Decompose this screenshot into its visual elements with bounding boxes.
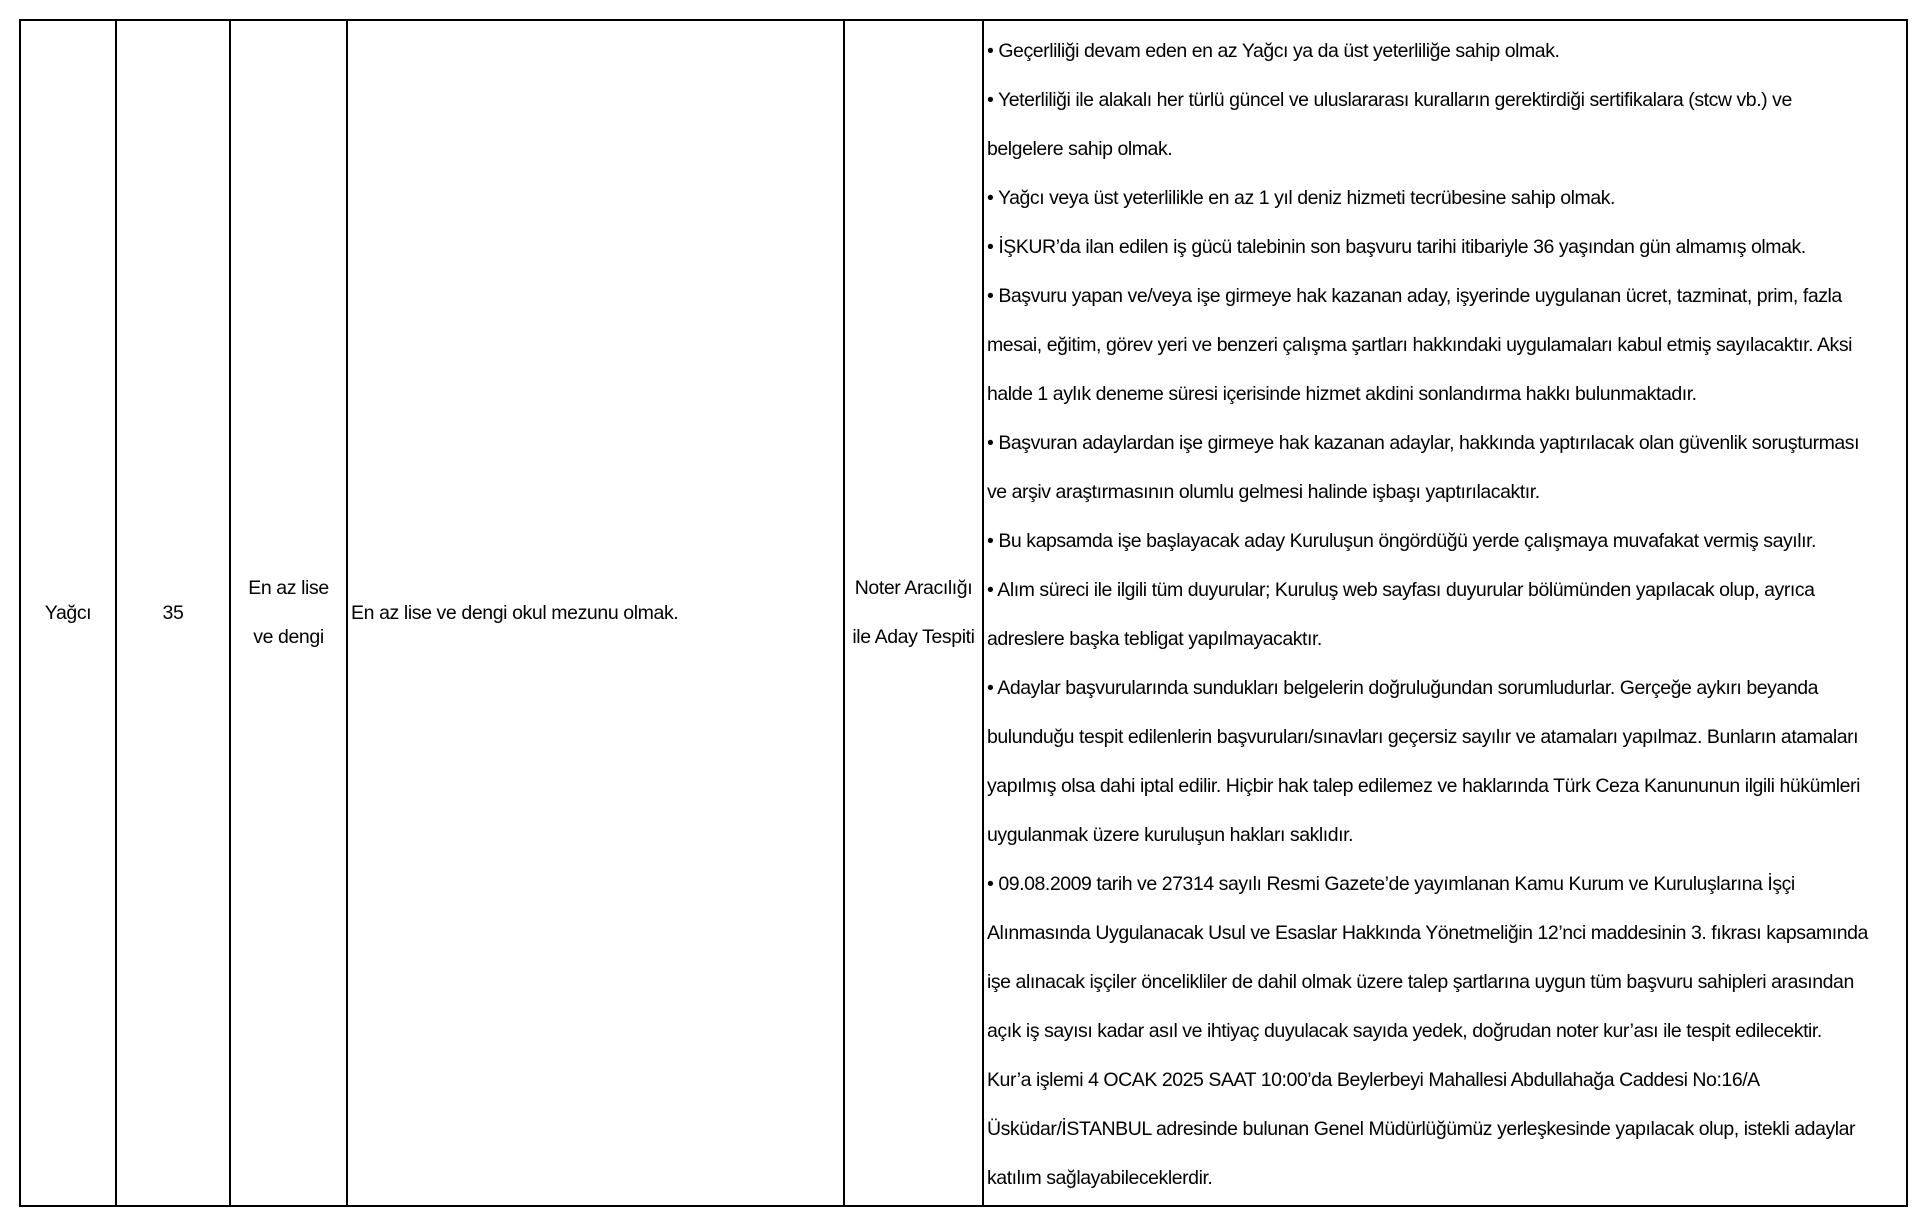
position-name: Yağcı — [44, 601, 92, 624]
requirements-list — [987, 27, 1902, 1203]
requirement-line: • 09.08.2009 tarih ve 27314 sayılı Resmi Gazete’de yayımlanan Kamu Kurum ve Kuruluşlarına İşçi — [987, 873, 1795, 895]
requirement-line: mesai, eğitim, görev yeri ve benzeri çalışma şartları hakkındaki uygulamaları kabul etmiş sayılacaktır. Aksi — [987, 334, 1853, 356]
requirement-line: katılım sağlayabileceklerdir. — [987, 1167, 1213, 1189]
requirement-line: adreslere başka tebligat yapılmayacaktır. — [987, 628, 1322, 650]
requirement-line: • Yağcı veya üst yeterlilikle en az 1 yıl deniz hizmeti tecrübesine sahip olmak. — [987, 187, 1616, 209]
requirement-line: işe alınacak işçiler öncelikliler de dahil olmak üzere talep şartlarına uygun tüm başvuru sahipleri arasından — [987, 971, 1854, 993]
requirement-line: Üsküdar/İSTANBUL adresinde bulunan Genel Müdürlüğümüz yerleşkesinde yapılacak olup, istekli adaylar — [987, 1118, 1856, 1140]
selection-method-cell — [844, 20, 983, 1206]
requirement-line: uygulanmak üzere kuruluşun hakları saklıdır. — [987, 824, 1354, 846]
requirement-line: • Bu kapsamda işe başlayacak aday Kuruluşun öngördüğü yerde çalışmaya muvafakat vermiş sayılır. — [987, 530, 1817, 552]
job-requirements-table — [19, 19, 1908, 1207]
requirement-line: • Başvuru yapan ve/veya işe girmeye hak kazanan aday, işyerinde uygulanan ücret, tazminat, prim, fazla — [987, 285, 1842, 307]
education-line-1: En az lise — [248, 577, 329, 599]
education-line-2: ve dengi — [253, 626, 324, 648]
requirement-line: • Başvuran adaylardan işe girmeye hak kazanan adaylar, hakkında yaptırılacak olan güvenlik soruşturması — [987, 432, 1860, 454]
requirement-line: belgelere sahip olmak. — [987, 138, 1173, 160]
requirement-line: • Geçerliliği devam eden en az Yağcı ya da üst yeterliliğe sahip olmak. — [987, 40, 1560, 62]
requirement-line: • Adaylar başvurularında sundukları belgelerin doğruluğundan sorumludurlar. Gerçeğe aykırı beyanda — [987, 677, 1819, 699]
education-cell — [230, 20, 347, 1206]
count-cell — [116, 20, 230, 1206]
requirement-line: • İŞKUR’da ilan edilen iş gücü talebinin son başvuru tarihi itibariyle 36 yaşından gün almamış olmak. — [987, 236, 1806, 258]
table-row — [20, 20, 1907, 1206]
position-cell — [20, 20, 116, 1206]
selection-method-line-2: ile Aday Tespiti — [852, 626, 975, 648]
requirement-line: Alınmasında Uygulanacak Usul ve Esaslar Hakkında Yönetmeliğin 12’nci maddesinin 3. fıkrası kapsamında — [987, 922, 1868, 944]
position-count: 35 — [162, 601, 184, 624]
qualification-text: En az lise ve dengi okul mezunu olmak. — [351, 601, 679, 624]
requirement-line: halde 1 aylık deneme süresi içerisinde hizmet akdini sonlandırma hakkı bulunmaktadır. — [987, 383, 1697, 405]
requirements-cell — [983, 20, 1907, 1206]
requirement-line: Kur’a işlemi 4 OCAK 2025 SAAT 10:00’da Beylerbeyi Mahallesi Abdullahağa Caddesi No:16/A — [987, 1069, 1760, 1091]
requirement-line: açık iş sayısı kadar asıl ve ihtiyaç duyulacak sayıda yedek, doğrudan noter kur’ası ile tespit edilecektir. — [987, 1020, 1822, 1042]
selection-method-line-1: Noter Aracılığı — [854, 577, 973, 599]
requirement-line: • Yeterliliği ile alakalı her türlü güncel ve uluslararası kuralların gerektirdiği sertifikalara (stcw vb.) ve — [987, 89, 1792, 111]
qualification-cell — [347, 20, 844, 1206]
requirement-line: yapılmış olsa dahi iptal edilir. Hiçbir hak talep edilemez ve haklarında Türk Ceza Kanununun ilgili hükümleri — [987, 775, 1860, 797]
requirement-line: ve arşiv araştırmasının olumlu gelmesi halinde işbaşı yaptırılacaktır. — [987, 481, 1540, 503]
requirement-line: bulunduğu tespit edilenlerin başvuruları/sınavları geçersiz sayılır ve atamaları yapılmaz. Bunların atamaları — [987, 726, 1859, 748]
requirement-line: • Alım süreci ile ilgili tüm duyurular; Kuruluş web sayfası duyurular bölümünden yapılacak olup, ayrıca — [987, 579, 1815, 601]
